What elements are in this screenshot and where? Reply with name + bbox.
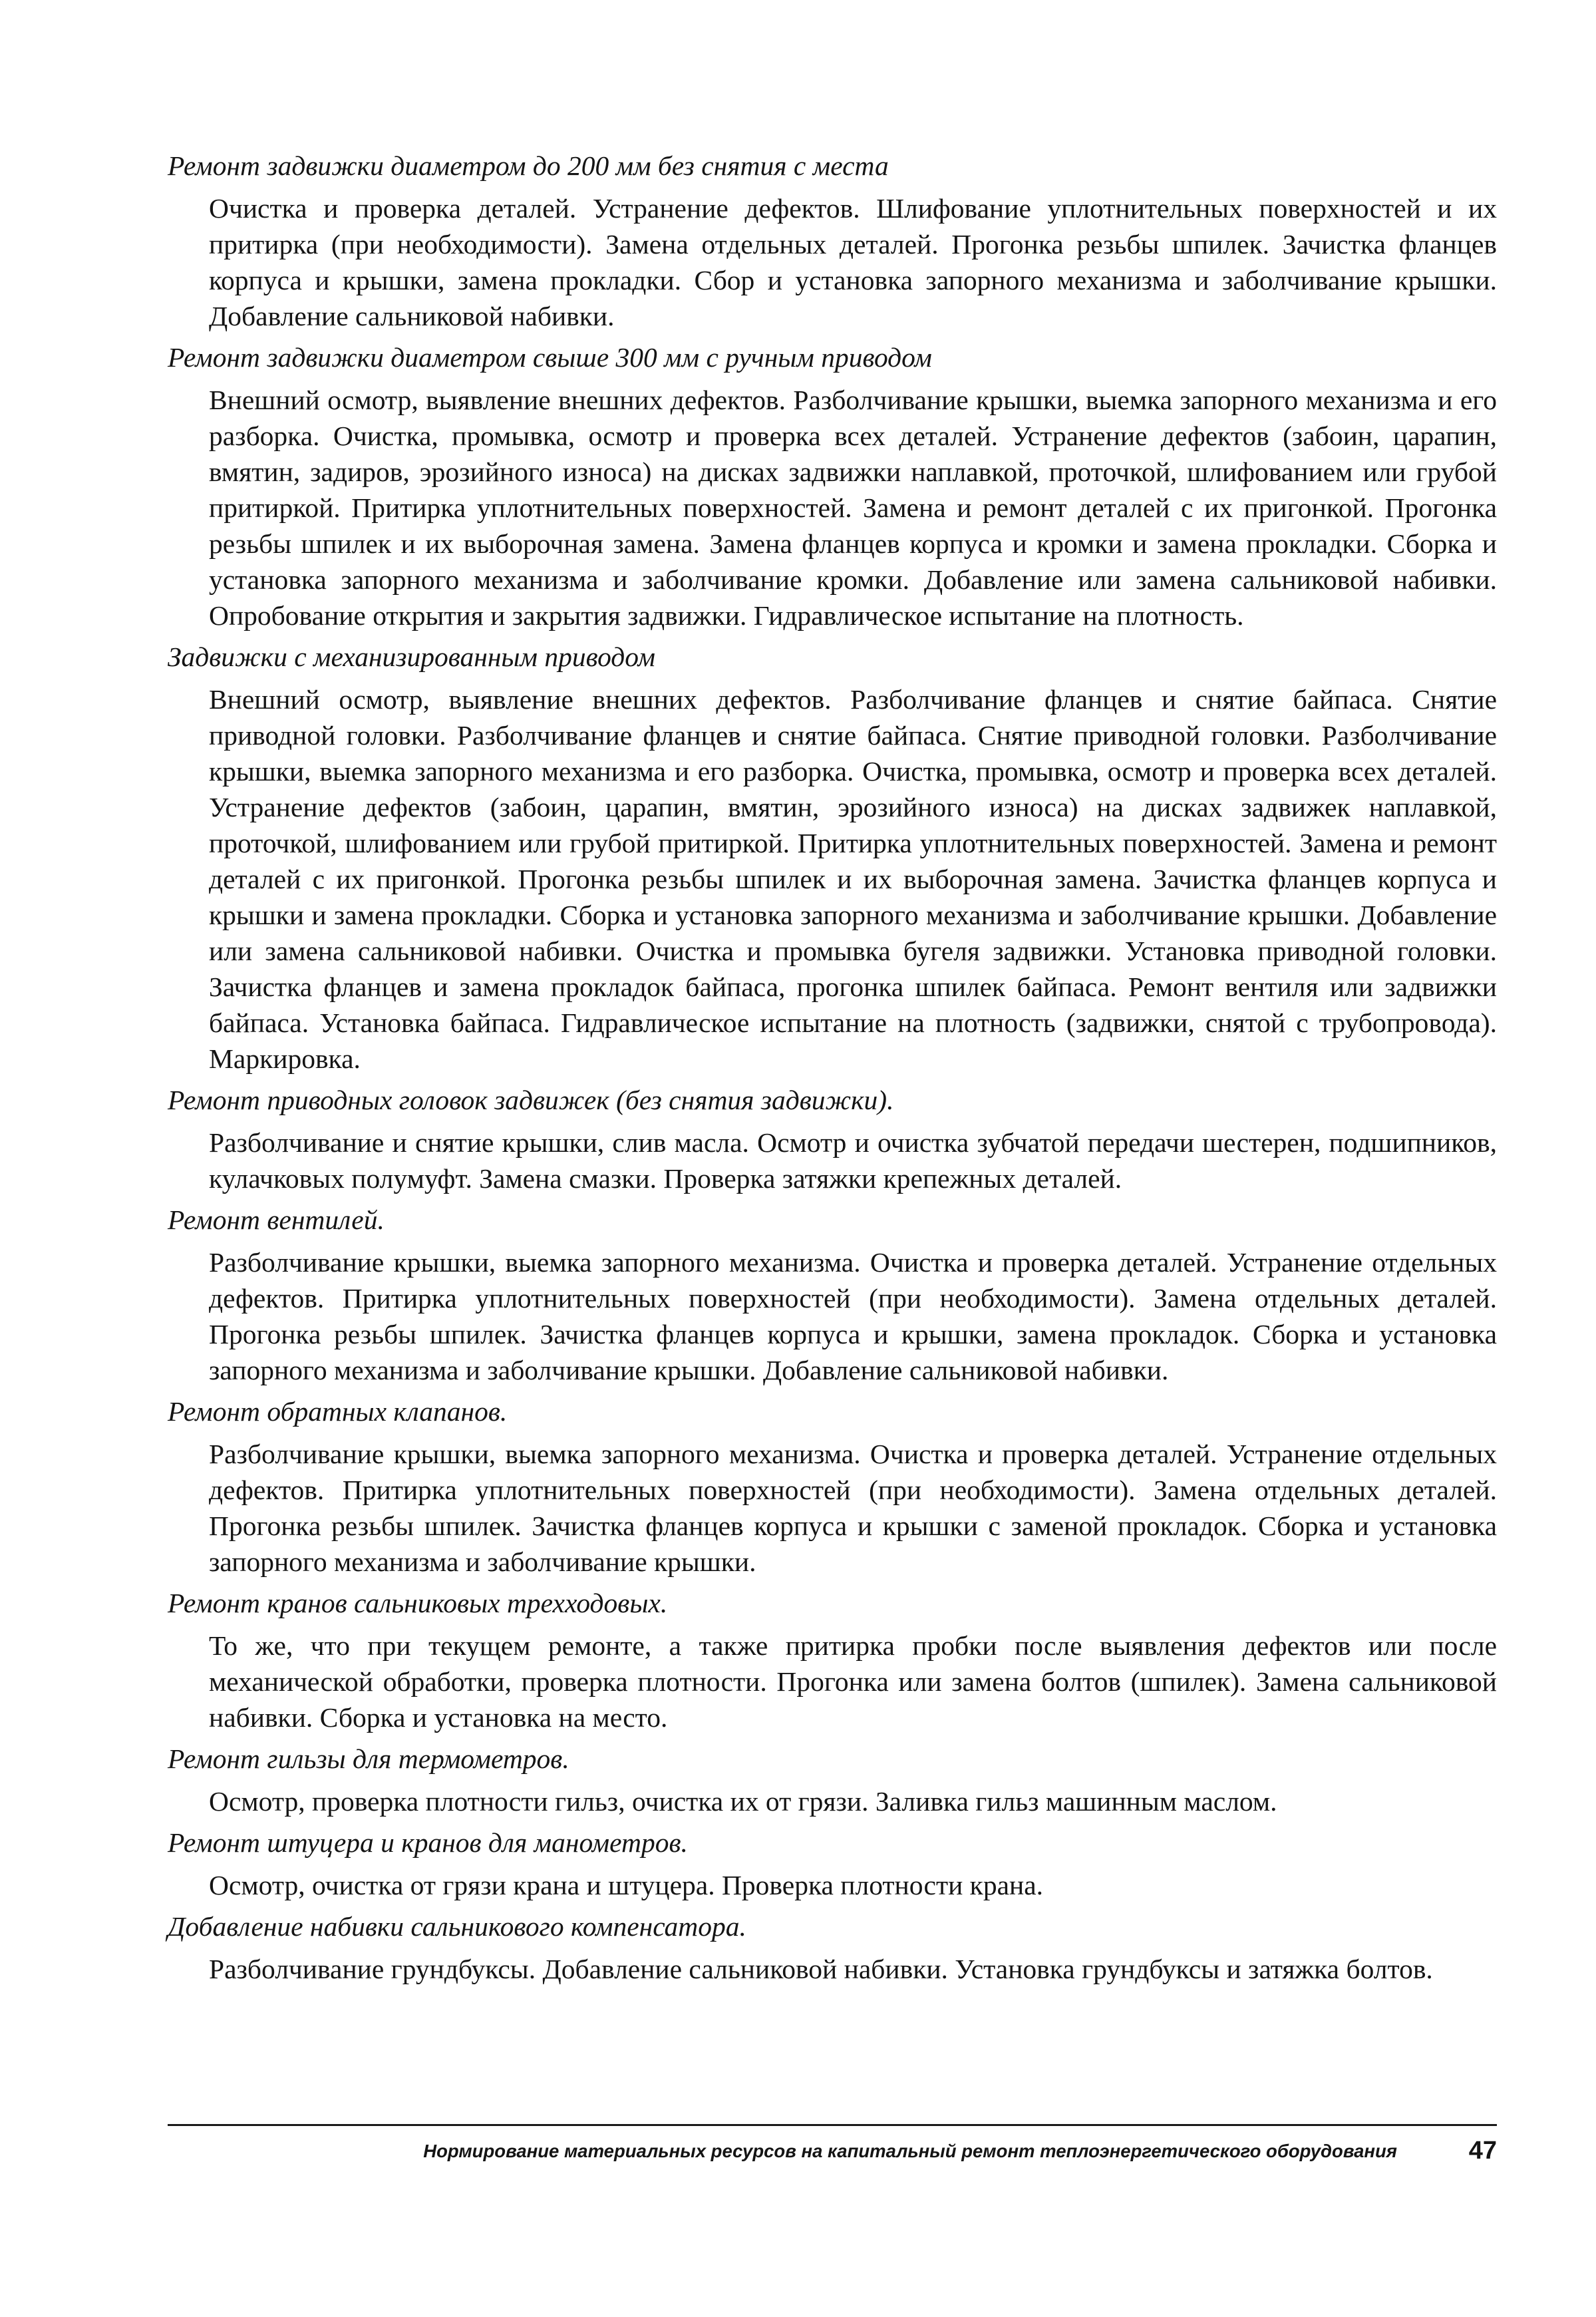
section-body: Разболчивание крышки, выемка запорного механизма. Очистка и проверка деталей. Устранение отдельных дефектов. Притирка уплотнительных поверхностей (при необходимости). Замена отдельных деталей. Прогонка резьбы шпилек. Зачистка фланцев корпуса и крышки с заменой прокладок. Сборка и установка запорного механизма и заболчивание крышки. xyxy=(209,1439,1497,1577)
section-body: Осмотр, очистка от грязи крана и штуцера. Проверка плотности крана. xyxy=(209,1870,1043,1900)
section-9 xyxy=(168,1825,1497,1903)
section-body: Разболчивание грундбуксы. Добавление сальниковой набивки. Установка грундбуксы и затяжка болтов. xyxy=(209,1954,1433,1984)
section-title: Добавление набивки сальникового компенсатора. xyxy=(168,1911,746,1942)
section-title: Задвижки с механизированным приводом xyxy=(168,641,655,672)
section-title: Ремонт штуцера и кранов для манометров. xyxy=(168,1827,688,1858)
section-title: Ремонт обратных клапанов. xyxy=(168,1396,508,1427)
section-5 xyxy=(168,1202,1497,1388)
section-10 xyxy=(168,1908,1497,1987)
page-content xyxy=(168,148,1497,1992)
section-6 xyxy=(168,1393,1497,1580)
section-body: Внешний осмотр, выявление внешних дефектов. Разболчивание фланцев и снятие байпаса. Снятие приводной головки. Разболчивание фланцев и снятие байпаса. Снятие приводной головки. Разболчивание крышки, выемка запорного механизма и его разборка. Очистка, промывка, осмотр и проверка всех деталей. Устранение дефектов (забоин, царапин, вмятин, эрозийного износа) на дисках задвижек наплавкой, проточкой, шлифованием или грубой притиркой. Притирка уплотнительных поверхностей. Замена и ремонт деталей с их пригонкой. Прогонка резьбы шпилек и их выборочная замена. Зачистка фланцев корпуса и крышки и замена прокладки. Сборка и установка запорного механизма и заболчивание крышки. Добавление или замена сальниковой набивки. Очистка и промывка бугеля задвижки. Установка приводной головки. Зачистка фланцев и замена прокладок байпаса, прогонка шпилек байпаса. Ремонт вентиля или задвижки байпаса. Установка байпаса. Гидравлическое испытание на плотность (задвижки, снятой с трубопровода). Маркировка. xyxy=(209,684,1497,1074)
section-title: Ремонт задвижки диаметром свыше 300 мм с ручным приводом xyxy=(168,342,932,373)
section-body: Очистка и проверка деталей. Устранение дефектов. Шлифование уплотнительных поверхностей и их притирка (при необходимости). Замена отдельных деталей. Прогонка резьбы шпилек. Зачистка фланцев корпуса и крышки, замена прокладки. Сбор и установка запорного механизма и заболчивание крышки. Добавление сальниковой набивки. xyxy=(209,193,1497,331)
section-title: Ремонт приводных головок задвижек (без снятия задвижки). xyxy=(168,1085,894,1115)
section-3 xyxy=(168,639,1497,1077)
section-2 xyxy=(168,339,1497,633)
footer-title: Нормирование материальных ресурсов на капитальный ремонт теплоэнергетического оборудования xyxy=(423,2141,1397,2161)
section-title: Ремонт кранов сальниковых трехходовых. xyxy=(168,1588,668,1618)
section-body: Разболчивание крышки, выемка запорного механизма. Очистка и проверка деталей. Устранение отдельных дефектов. Притирка уплотнительных поверхностей (при необходимости). Замена отдельных деталей. Прогонка резьбы шпилек. Зачистка фланцев корпуса и крышки, замена прокладок. Сборка и установка запорного механизма и заболчивание крышки. Добавление сальниковой набивки. xyxy=(209,1247,1497,1385)
section-7 xyxy=(168,1585,1497,1735)
footer-divider xyxy=(168,2124,1497,2126)
section-body: Разболчивание и снятие крышки, слив масла. Осмотр и очистка зубчатой передачи шестерен, подшипников, кулачковых полумуфт. Замена смазки. Проверка затяжки крепежных деталей. xyxy=(209,1127,1497,1194)
section-title: Ремонт вентилей. xyxy=(168,1204,385,1235)
section-8 xyxy=(168,1741,1497,1819)
page-number: 47 xyxy=(1468,2137,1497,2165)
section-body: Внешний осмотр, выявление внешних дефектов. Разболчивание крышки, выемка запорного механизма и его разборка. Очистка, промывка, осмотр и проверка всех деталей. Устранение дефектов (забоин, царапин, вмятин, задиров, эрозийного износа) на дисках задвижки наплавкой, проточкой, шлифованием или грубой притиркой. Притирка уплотнительных поверхностей. Замена и ремонт деталей с их пригонкой. Прогонка резьбы шпилек и их выборочная замена. Замена фланцев корпуса и кромки и замена прокладки. Сборка и установка запорного механизма и заболчивание кромки. Добавление или замена сальниковой набивки. Опробование открытия и закрытия задвижки. Гидравлическое испытание на плотность. xyxy=(209,385,1497,631)
section-1 xyxy=(168,148,1497,334)
section-body: То же, что при текущем ремонте, а также притирка пробки после выявления дефектов или после механической обработки, проверка плотности. Прогонка или замена болтов (шпилек). Замена сальниковой набивки. Сборка и установка на место. xyxy=(209,1630,1497,1733)
section-body: Осмотр, проверка плотности гильз, очистка их от грязи. Заливка гильз машинным маслом. xyxy=(209,1786,1277,1817)
section-title: Ремонт задвижки диаметром до 200 мм без снятия с места xyxy=(168,150,889,181)
section-title: Ремонт гильзы для термометров. xyxy=(168,1743,569,1774)
section-4 xyxy=(168,1082,1497,1196)
